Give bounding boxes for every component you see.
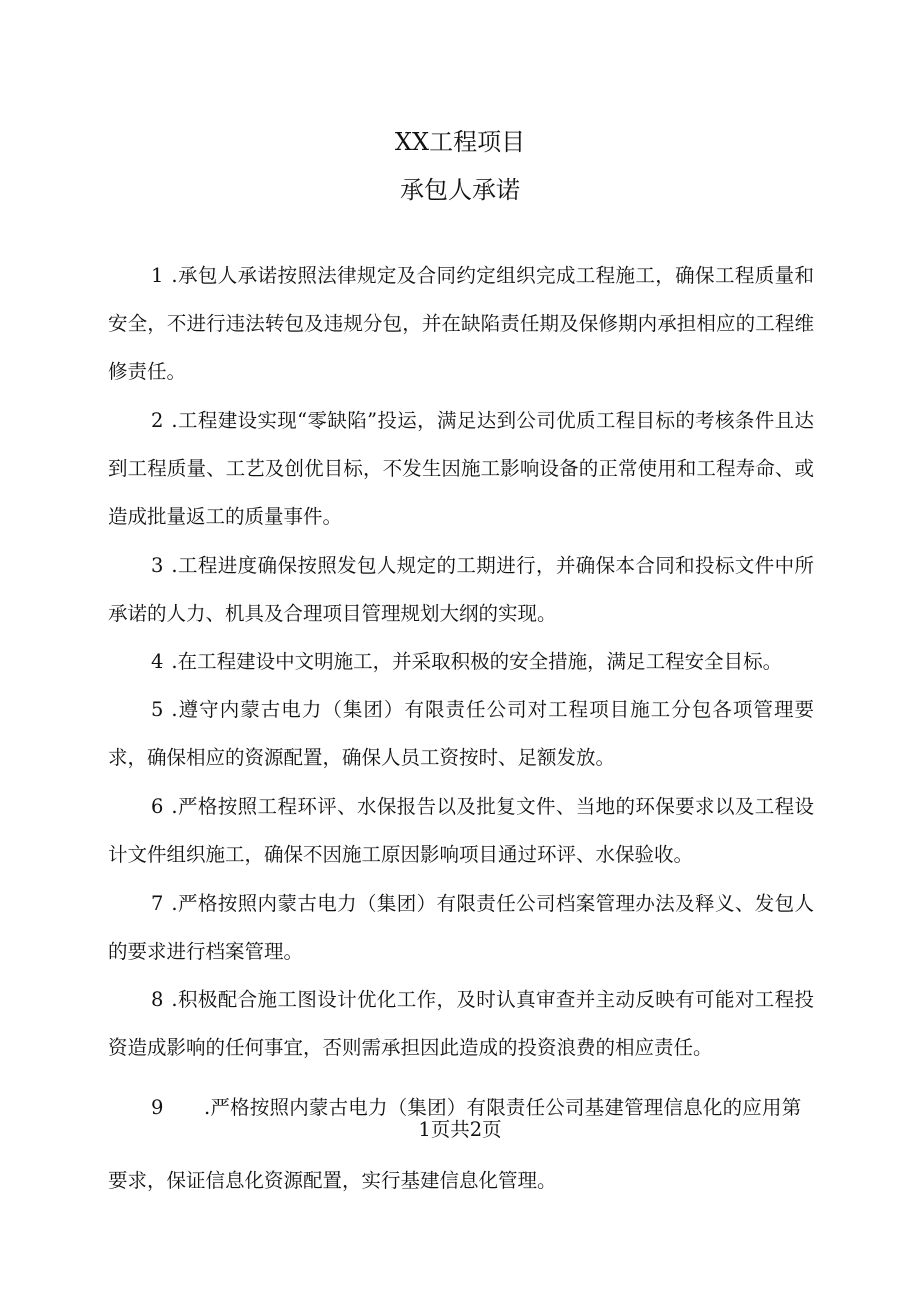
commitment-item-2 xyxy=(108,397,814,541)
commitment-item-3 xyxy=(108,542,814,638)
item-text: .严格按照内蒙古电力（集团）有限责任公司档案管理办法及释义、发包人的要求进行档案管理。 xyxy=(108,892,814,963)
commitment-item-5 xyxy=(108,686,814,782)
item-text: .工程进度确保按照发包人规定的工期进行，并确保本合同和投标文件中所承诺的人力、机具及合理项目管理规划大纲的实现。 xyxy=(108,554,814,625)
item-number: 4 xyxy=(151,650,164,673)
item-number: 8 xyxy=(151,988,164,1011)
item-text: .在工程建设中文明施工，并采取积极的安全措施，满足工程安全目标。 xyxy=(171,650,783,673)
commitment-item-7 xyxy=(108,880,814,976)
item-text: .严格按照工程环评、水保报告以及批复文件、当地的环保要求以及工程设计文件组织施工，确保不因施工原因影响项目通过环评、水保验收。 xyxy=(108,795,814,866)
item-number: 6 xyxy=(151,795,164,818)
item-number: 1 xyxy=(151,264,164,287)
document-title: XX工程项目 xyxy=(394,128,526,156)
item-text: .承包人承诺按照法律规定及合同约定组织完成工程施工，确保工程质量和安全，不进行违法转包及违规分包，并在缺陷责任期及保修期内承担相应的工程维修责任。 xyxy=(108,264,814,383)
item-text: .严格按照内蒙古电力（集团）有限责任公司基建管理信息化的应用第 xyxy=(204,1096,802,1119)
item-number: 3 xyxy=(151,554,164,577)
commitment-item-1 xyxy=(108,252,814,396)
commitment-item-4 xyxy=(108,638,814,686)
commitment-item-8 xyxy=(108,976,814,1072)
commitment-item-9 xyxy=(151,1096,814,1120)
document-subtitle: 承包人承诺 xyxy=(400,176,520,204)
item-number: 2 xyxy=(151,409,164,432)
item-9-continuation: 要求，保证信息化资源配置，实行基建信息化管理。 xyxy=(108,1169,557,1192)
item-number: 7 xyxy=(151,892,164,915)
page-indicator: 1页共2页 xyxy=(418,1118,502,1141)
commitment-item-6 xyxy=(108,783,814,879)
item-text: .工程建设实现“零缺陷”投运，满足达到公司优质工程目标的考核条件且达到工程质量、工艺及创优目标，不发生因施工影响设备的正常使用和工程寿命、或造成批量返工的质量事件。 xyxy=(108,409,814,528)
item-number: 5 xyxy=(151,698,164,721)
item-text: .积极配合施工图设计优化工作，及时认真审查并主动反映有可能对工程投资造成影响的任何事宜，否则需承担因此造成的投资浪费的相应责任。 xyxy=(108,988,814,1059)
item-text: .遵守内蒙古电力（集团）有限责任公司对工程项目施工分包各项管理要求，确保相应的资源配置，确保人员工资按时、足额发放。 xyxy=(108,698,814,769)
item-number: 9 xyxy=(151,1096,164,1119)
